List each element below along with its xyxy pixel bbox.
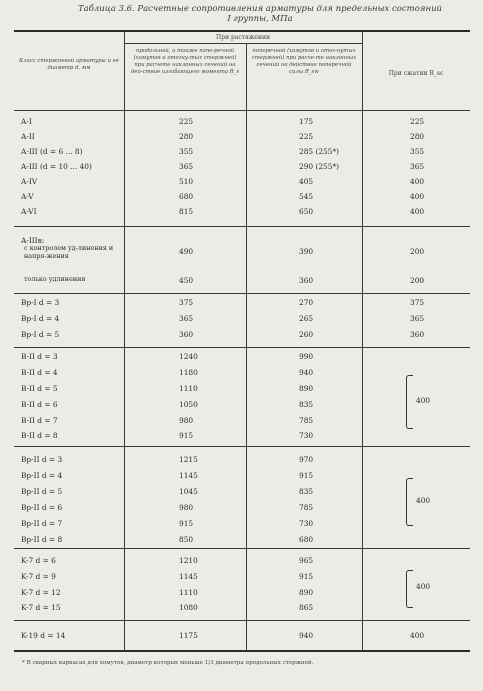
- row-k7-3-class: K-7 d = 12: [21, 588, 61, 597]
- row-a5-class: A-IV: [21, 177, 38, 186]
- b2-rsc-value: 400: [416, 396, 431, 405]
- row-bp2-5-class: Вр-II d = 7: [21, 519, 63, 528]
- row-b2-2-rs: 1180: [179, 368, 198, 377]
- row-b2-3-rsw: 890: [299, 384, 314, 393]
- table-title-line2: I группы, МПа: [227, 14, 293, 24]
- row-k7-3-rsw: 890: [299, 588, 314, 597]
- row-aiiib-head: A-IIIв:: [21, 236, 45, 245]
- header-tension-group: При растяжении: [216, 34, 270, 41]
- table-footnote: * В сварных каркасах для хомутов, диаметр которых меньше 1/3 диаметра продольных стержней.: [22, 660, 314, 666]
- row-aiiib-r1-rsc: 200: [410, 247, 425, 256]
- row-a4-rsw: 290 (255*): [299, 162, 340, 171]
- row-aiiib-r1-label: с контролем уд-линения и напря-жения: [24, 244, 114, 260]
- brace-b2: [406, 375, 413, 429]
- rule-after-k7: [14, 620, 470, 621]
- table-title: [60, 4, 460, 24]
- row-bp1-3-rsc: 360: [410, 330, 425, 339]
- row-a5-rsc: 400: [410, 177, 425, 186]
- row-a2-class: A-II: [21, 132, 35, 141]
- row-bp1-2-rs: 365: [179, 314, 194, 323]
- row-bp2-3-rs: 1045: [179, 487, 198, 496]
- row-a2-rsc: 280: [410, 132, 425, 141]
- row-bp2-1-rs: 1215: [179, 455, 198, 464]
- row-aiiib-r1-rsw: 390: [299, 247, 314, 256]
- row-bp1-2-rsc: 365: [410, 314, 425, 323]
- row-b2-5-rs: 980: [179, 416, 194, 425]
- brace-k7: [406, 570, 413, 608]
- row-bp2-1-rsw: 970: [299, 455, 314, 464]
- row-k19-class: K-19 d = 14: [21, 631, 66, 640]
- rule-col3: [362, 30, 363, 652]
- row-a3-rsw: 285 (255*): [299, 147, 340, 156]
- row-bp1-3-class: Вр-I d = 5: [21, 330, 60, 339]
- rule-tension-group: [124, 43, 362, 44]
- row-bp2-2-rsw: 915: [299, 471, 314, 480]
- row-bp2-2-class: Вр-II d = 4: [21, 471, 63, 480]
- row-aiiib-r2-rsw: 360: [299, 276, 314, 285]
- row-b2-2-class: B-II d = 4: [21, 368, 58, 377]
- rule-col1: [124, 30, 125, 652]
- header-rs: продольной, а также попе-речной (хомутов и отогну-тых стержней) при расчете наклонных сечений на дей-ствие изгибающего момента R_s: [130, 48, 240, 75]
- row-bp1-1-rs: 375: [179, 298, 194, 307]
- row-aiiib-r2-rsc: 200: [410, 276, 425, 285]
- row-b2-6-rs: 915: [179, 431, 194, 440]
- brace-bp2: [406, 478, 413, 526]
- row-bp1-1-rsc: 375: [410, 298, 425, 307]
- row-bp2-6-rsw: 680: [299, 535, 314, 544]
- row-b2-5-rsw: 785: [299, 416, 314, 425]
- row-bp2-4-class: Вр-II d = 6: [21, 503, 63, 512]
- row-a7-rs: 815: [179, 207, 194, 216]
- row-aiiib-r1-rs: 490: [179, 247, 194, 256]
- row-a5-rsw: 405: [299, 177, 314, 186]
- resistance-table: [14, 30, 470, 652]
- row-a6-class: A-V: [21, 192, 34, 201]
- row-bp1-3-rsw: 260: [299, 330, 314, 339]
- row-bp2-5-rs: 915: [179, 519, 194, 528]
- row-bp2-3-class: Вр-II d = 5: [21, 487, 63, 496]
- bp2-rsc-value: 400: [416, 496, 431, 505]
- rule-bottom: [14, 650, 470, 652]
- row-bp2-4-rsw: 785: [299, 503, 314, 512]
- row-a7-rsw: 650: [299, 207, 314, 216]
- row-bp1-3-rs: 360: [179, 330, 194, 339]
- row-k7-1-rsw: 965: [299, 556, 314, 565]
- row-k7-4-class: K-7 d = 15: [21, 603, 61, 612]
- table-title-line1: Таблица 3.6. Расчетные сопротивления арматуры для предельных состояний: [77, 4, 443, 14]
- row-a5-rs: 510: [179, 177, 194, 186]
- row-b2-4-class: B-II d = 6: [21, 400, 58, 409]
- row-b2-6-rsw: 730: [299, 431, 314, 440]
- row-a4-rsc: 365: [410, 162, 425, 171]
- rule-after-bp2: [14, 548, 470, 549]
- row-k7-1-class: K-7 d = 6: [21, 556, 56, 565]
- row-a2-rs: 280: [179, 132, 194, 141]
- row-k7-1-rs: 1210: [179, 556, 198, 565]
- row-bp2-6-class: Вр-II d = 8: [21, 535, 63, 544]
- row-a1-rsw: 175: [299, 117, 314, 126]
- row-k19-rs: 1175: [179, 631, 198, 640]
- row-aiiib-r2-label: только удлинения: [24, 275, 86, 283]
- row-a6-rsw: 545: [299, 192, 314, 201]
- row-b2-5-class: B-II d = 7: [21, 416, 58, 425]
- rule-after-bp1: [14, 347, 470, 348]
- header-rsw: поперечной (хомутов и отог-нутых стержней) при расче-те наклонных сечений на действие поперечной силы R_sw: [251, 48, 357, 75]
- row-a2-rsw: 225: [299, 132, 314, 141]
- rule-after-b2: [14, 446, 470, 447]
- row-k7-2-class: K-7 d = 9: [21, 572, 56, 581]
- row-b2-1-class: B-II d = 3: [21, 352, 58, 361]
- row-b2-4-rs: 1050: [179, 400, 198, 409]
- row-bp1-2-class: Вр-I d = 4: [21, 314, 60, 323]
- row-b2-3-class: B-II d = 5: [21, 384, 58, 393]
- rule-header-bottom: [14, 110, 470, 111]
- row-b2-6-class: B-II d = 8: [21, 431, 58, 440]
- row-bp1-1-class: Вр-I d = 3: [21, 298, 60, 307]
- row-bp2-5-rsw: 730: [299, 519, 314, 528]
- row-bp2-2-rs: 1145: [179, 471, 198, 480]
- row-bp2-1-class: Вр-II d = 3: [21, 455, 63, 464]
- rule-after-aiiib: [14, 293, 470, 294]
- row-bp2-6-rs: 850: [179, 535, 194, 544]
- row-a4-class: A-III (d = 10 ... 40): [21, 162, 92, 171]
- row-a3-class: A-III (d = 6 ... 8): [21, 147, 83, 156]
- row-a7-rsc: 400: [410, 207, 425, 216]
- row-k19-rsc: 400: [410, 631, 425, 640]
- rule-top: [14, 30, 470, 32]
- row-a6-rsc: 400: [410, 192, 425, 201]
- row-b2-1-rs: 1240: [179, 352, 198, 361]
- row-k7-2-rsw: 915: [299, 572, 314, 581]
- row-a6-rs: 680: [179, 192, 194, 201]
- rule-after-a: [14, 226, 470, 227]
- row-aiiib-r2-rs: 450: [179, 276, 194, 285]
- header-class: Класс стержневой арматуры и ее диаметр d, мм: [19, 58, 119, 71]
- row-b2-4-rsw: 835: [299, 400, 314, 409]
- row-a1-rsc: 225: [410, 117, 425, 126]
- row-b2-2-rsw: 940: [299, 368, 314, 377]
- row-a3-rs: 355: [179, 147, 194, 156]
- rule-col2: [246, 43, 247, 652]
- row-bp2-4-rs: 980: [179, 503, 194, 512]
- row-bp2-3-rsw: 835: [299, 487, 314, 496]
- row-a1-class: A-I: [21, 117, 32, 126]
- row-a4-rs: 365: [179, 162, 194, 171]
- row-bp1-2-rsw: 265: [299, 314, 314, 323]
- row-b2-3-rs: 1110: [179, 384, 198, 393]
- row-k7-4-rs: 1080: [179, 603, 198, 612]
- row-k19-rsw: 940: [299, 631, 314, 640]
- row-k7-3-rs: 1110: [179, 588, 198, 597]
- row-k7-4-rsw: 865: [299, 603, 314, 612]
- header-rsc: При сжатии R_sc: [388, 70, 444, 77]
- k7-rsc-value: 400: [416, 582, 431, 591]
- row-b2-1-rsw: 990: [299, 352, 314, 361]
- row-k7-2-rs: 1145: [179, 572, 198, 581]
- row-a3-rsc: 355: [410, 147, 425, 156]
- row-a7-class: A-VI: [21, 207, 37, 216]
- row-a1-rs: 225: [179, 117, 194, 126]
- row-bp1-1-rsw: 270: [299, 298, 314, 307]
